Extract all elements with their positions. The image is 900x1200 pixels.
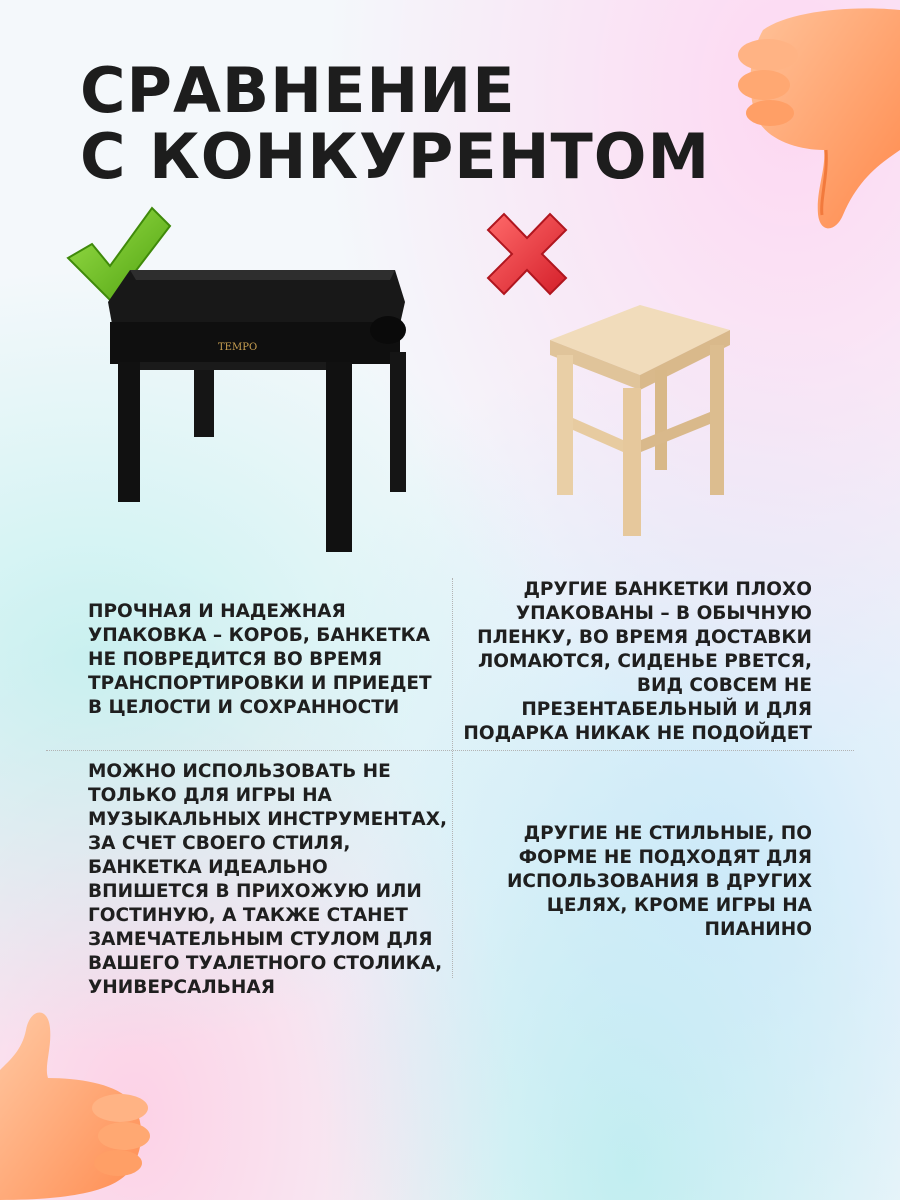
wooden-stool-image [545,300,735,540]
column-divider [452,578,453,978]
piano-bench-image [100,262,425,557]
title-line-2: С КОНКУРЕНТОМ [80,120,711,193]
competitor-drawback-style: ДРУГИЕ НЕ СТИЛЬНЫЕ, ПО ФОРМЕ НЕ ПОДХОДЯТ ДЛЯ ИСПОЛЬЗОВАНИЯ В ДРУГИХ ЦЕЛЯХ, КРОМЕ ИГРЫ НА ПИАНИНО [506,823,812,940]
title-line-1: СРАВНЕНИЕ [80,54,516,127]
bench-logo: TEMPO [218,342,258,353]
thumbs-up-icon [0,1000,160,1200]
our-advantage-versatility: МОЖНО ИСПОЛЬЗОВАТЬ НЕ ТОЛЬКО ДЛЯ ИГРЫ НА МУЗЫКАЛЬНЫХ ИНСТРУМЕНТАХ, ЗА СЧЕТ СВОЕГО СТИЛЯ, БАНКЕТКА ИДЕАЛЬНО ВПИШЕТСЯ В ПРИХОЖУЮ ИЛИ ГОСТИНУЮ, А ТАКЖЕ СТАНЕТ ЗАМЕЧАТЕЛЬНЫМ СТУЛОМ ДЛЯ ВАШЕГО ТУАЛЕТНОГО СТОЛИКА, УНИВЕРСАЛЬНАЯ [88,761,447,998]
cross-mark-icon [482,208,572,300]
our-advantage-packaging: ПРОЧНАЯ И НАДЕЖНАЯ УПАКОВКА – КОРОБ, БАНКЕТКА НЕ ПОВРЕДИТСЯ ВО ВРЕМЯ ТРАНСПОРТИРОВКИ И ПРИЕДЕТ В ЦЕЛОСТИ И СОХРАННОСТИ [88,601,432,718]
competitor-drawback-packaging: ДРУГИЕ БАНКЕТКИ ПЛОХО УПАКОВАНЫ – В ОБЫЧНУЮ ПЛЕНКУ, ВО ВРЕМЯ ДОСТАВКИ ЛОМАЮТСЯ, СИДЕНЬЕ РВЕТСЯ, ВИД СОВСЕМ НЕ ПРЕЗЕНТАБЕЛЬНЫЙ И ДЛЯ ПОДАРКА НИКАК НЕ ПОДОЙДЕТ [463,579,812,744]
thumbs-down-icon [728,0,900,240]
page-title [80,54,711,193]
row-divider [46,750,854,751]
